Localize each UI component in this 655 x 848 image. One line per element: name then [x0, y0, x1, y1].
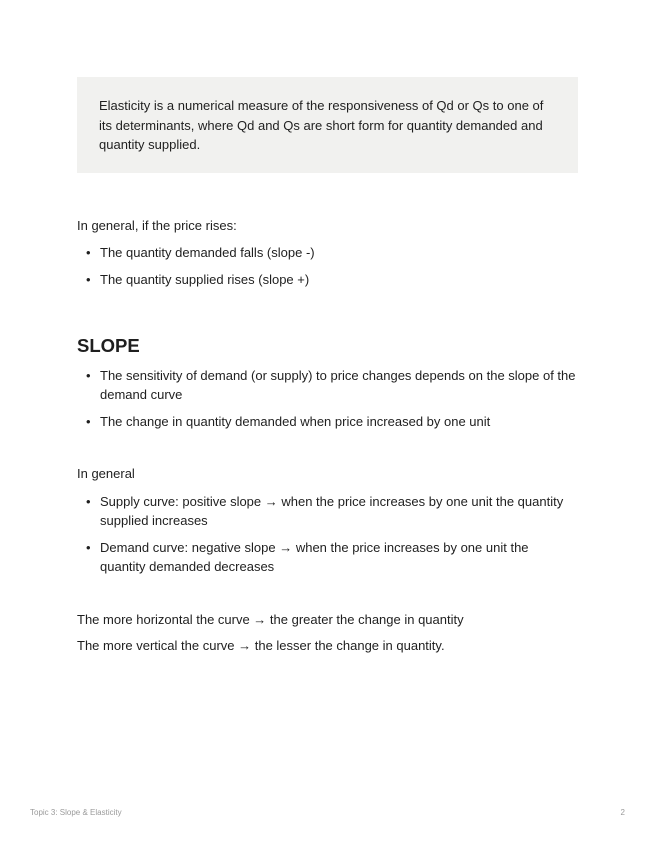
bullet-icon: •: [86, 414, 91, 429]
list-item: • The sensitivity of demand (or supply) to price changes depends on the slope of the demand curve: [86, 368, 576, 402]
in-general-label: In general: [77, 466, 135, 481]
bullet-icon: •: [86, 245, 91, 260]
footer-title: Topic 3: Slope & Elasticity: [30, 808, 122, 817]
slope-list: [77, 366, 577, 439]
page-number: 2: [620, 808, 625, 817]
definition-callout: [77, 77, 578, 173]
general-intro: In general, if the price rises:: [77, 218, 237, 233]
section-heading-slope: SLOPE: [77, 335, 140, 356]
list-item: • The quantity supplied rises (slope +): [86, 272, 310, 287]
curve-slope-list: [77, 492, 577, 584]
closing-line-horizontal: The more horizontal the curve → the greater the change in quantity: [77, 612, 464, 627]
bullet-icon: •: [86, 272, 91, 287]
list-item: • The change in quantity demanded when price increased by one unit: [86, 414, 491, 429]
list-item: • Demand curve: negative slope → when the price increases by one unit the quantity demanded decreases: [86, 540, 529, 574]
callout-text: Elasticity is a numerical measure of the responsiveness of Qd or Qs to one of its determinants, where Qd and Qs are short form for quantity demanded and quantity supplied.: [99, 98, 544, 152]
bullet-icon: •: [86, 494, 91, 509]
bullet-icon: •: [86, 368, 91, 383]
list-item: • Supply curve: positive slope → when the price increases by one unit the quantity supplied increases: [86, 494, 564, 528]
price-rise-list: [77, 243, 577, 297]
bullet-icon: •: [86, 540, 91, 555]
list-item: • The quantity demanded falls (slope -): [86, 245, 315, 260]
closing-line-vertical: The more vertical the curve → the lesser the change in quantity.: [77, 638, 445, 653]
